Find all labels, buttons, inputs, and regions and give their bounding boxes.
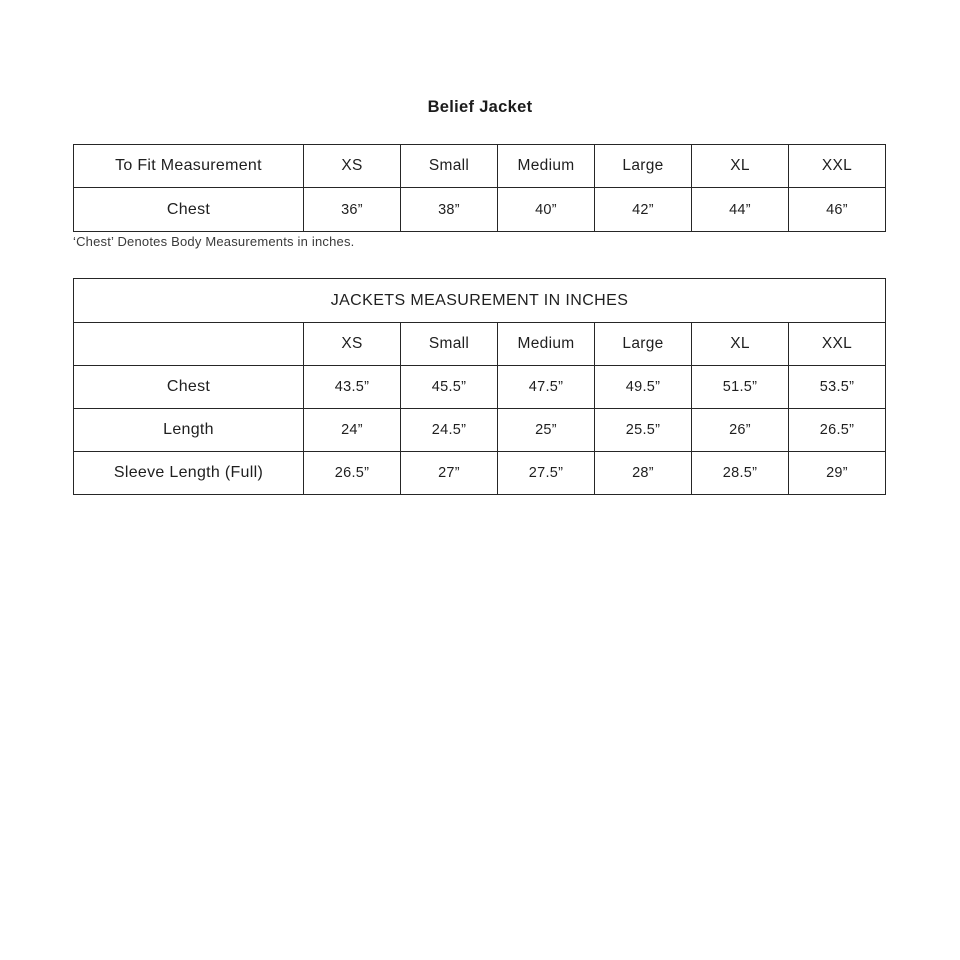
page-title: Belief Jacket [427, 98, 533, 116]
jacket-length-large: 25.5” [595, 409, 692, 452]
jacket-sleeve-xl: 28.5” [692, 452, 789, 495]
jacket-header-small: Small [401, 323, 498, 366]
jacket-table-title: JACKETS MEASUREMENT IN INCHES [74, 279, 886, 323]
jacket-sleeve-small: 27” [401, 452, 498, 495]
fit-header-small: Small [401, 145, 498, 188]
jacket-chest-label: Chest [74, 366, 304, 409]
jacket-sleeve-xxl: 29” [789, 452, 886, 495]
fit-chest-xl: 44” [692, 188, 789, 232]
jacket-sleeve-xs: 26.5” [304, 452, 401, 495]
jacket-length-xl: 26” [692, 409, 789, 452]
jacket-chest-xl: 51.5” [692, 366, 789, 409]
jacket-chest-xs: 43.5” [304, 366, 401, 409]
jacket-sleeve-large: 28” [595, 452, 692, 495]
jacket-length-medium: 25” [498, 409, 595, 452]
fit-header-xxl: XXL [789, 145, 886, 188]
fit-table-header-row [74, 145, 886, 188]
jacket-sleeve-label: Sleeve Length (Full) [74, 452, 304, 495]
jacket-header-xs: XS [304, 323, 401, 366]
jacket-length-label: Length [74, 409, 304, 452]
jacket-length-xs: 24” [304, 409, 401, 452]
jacket-sleeve-row [74, 452, 886, 495]
fit-table-chest-row [74, 188, 886, 232]
chest-footnote: ‘Chest’ Denotes Body Measurements in inches. [73, 234, 355, 249]
jacket-chest-medium: 47.5” [498, 366, 595, 409]
jacket-chest-xxl: 53.5” [789, 366, 886, 409]
fit-chest-xs: 36” [304, 188, 401, 232]
fit-chest-large: 42” [595, 188, 692, 232]
jacket-chest-large: 49.5” [595, 366, 692, 409]
jackets-measurement-table [73, 278, 886, 495]
jacket-header-large: Large [595, 323, 692, 366]
fit-header-xl: XL [692, 145, 789, 188]
fit-row-label: Chest [74, 188, 304, 232]
fit-header-large: Large [595, 145, 692, 188]
fit-header-label: To Fit Measurement [74, 145, 304, 188]
to-fit-measurement-table [73, 144, 886, 232]
fit-header-xs: XS [304, 145, 401, 188]
jacket-length-xxl: 26.5” [789, 409, 886, 452]
jacket-length-row [74, 409, 886, 452]
jacket-header-xxl: XXL [789, 323, 886, 366]
fit-chest-medium: 40” [498, 188, 595, 232]
jacket-length-small: 24.5” [401, 409, 498, 452]
jacket-table-header-row [74, 323, 886, 366]
fit-header-medium: Medium [498, 145, 595, 188]
jacket-header-xl: XL [692, 323, 789, 366]
jacket-chest-row [74, 366, 886, 409]
fit-chest-xxl: 46” [789, 188, 886, 232]
jacket-table-title-row [74, 279, 886, 323]
jacket-chest-small: 45.5” [401, 366, 498, 409]
fit-chest-small: 38” [401, 188, 498, 232]
jacket-sleeve-medium: 27.5” [498, 452, 595, 495]
jacket-header-medium: Medium [498, 323, 595, 366]
jacket-header-empty-cell [74, 323, 304, 366]
